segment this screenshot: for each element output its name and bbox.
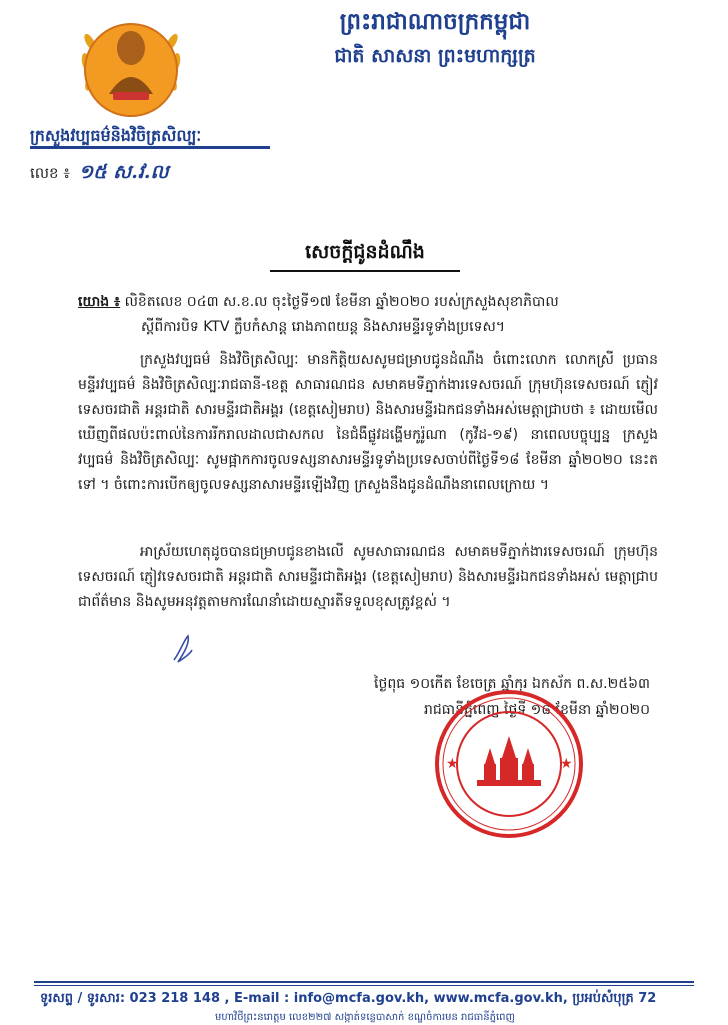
svg-text:★: ★ xyxy=(560,756,573,772)
ministry-logo-emblem xyxy=(78,12,184,122)
reference-label: លេខ ៖ xyxy=(30,164,70,182)
footer-address: មហាវិថីព្រះនរោត្តម លេខ២២៧ សង្កាត់ទន្លេបាសាក់ ខណ្ឌចំការមន រាជធានីភ្នំពេញ xyxy=(214,1012,516,1023)
national-motto: ជាតិ សាសនា ព្រះមហាក្សត្រ xyxy=(334,45,536,67)
reference-number xyxy=(30,160,169,188)
reference-subject-line-1: លិខិតលេខ ០៤៣ ស.ខ.ល ចុះថ្ងៃទី១៧ ខែមីនា ឆ្នាំ២០២០ របស់ក្រសួងសុខាភិបាល xyxy=(124,294,559,310)
footer-divider xyxy=(34,981,694,983)
reference-subject-line-2: ស្តីពីការបិទ KTV ក្លឹបកំសាន្ត រោងភាពយន្ត និងសារមន្ទីរទូទាំងប្រទេស។ xyxy=(141,319,506,335)
footer-contact: ទូរសព្ទ / ទូរសារ: 023 218 148 , E-mail : info@mcfa.gov.kh, www.mcfa.gov.kh, ប្រអប់សំបុត្រ 72 xyxy=(40,991,657,1006)
kingdom-heading: ព្រះរាជាណាចក្រកម្ពុជា xyxy=(339,8,531,35)
footer-divider-thin xyxy=(34,985,694,986)
official-red-seal xyxy=(432,688,586,840)
svg-text:★: ★ xyxy=(446,756,459,772)
reference-subject-label: យោង ៖ xyxy=(78,294,121,310)
lunar-date-line: ថ្ងៃពុធ ១០កើត ខែចេត្រ ឆ្នាំកុរ ឯកស័ក ព.ស.២៥៦៣ xyxy=(374,676,650,692)
notice-paragraph-1: ក្រសួងវប្បធម៌ និងវិចិត្រសិល្បៈ មានកិត្តិយសសូមជម្រាបជូនដំណឹង ចំពោះលោក លោកស្រី ប្រធានមន្ទីរវប្បធម៌ និងវិចិត្រសិល្បៈរាជធានី-ខេត្ត សាធារណជន សមាគមទីភ្នាក់ងារទេសចរណ៍ ក្រុមហ៊ុនទេសចរណ៍ ភ្ញៀវទេសចរជាតិ អន្តរជាតិ សារមន្ទីរជាតិអង្គរ (ខេត្តសៀមរាប) និងសារមន្ទីរឯកជនទាំងអស់មេត្តាជ្រាបថា ៖ ដោយមើលឃើញពីផលប៉ះពាល់នៃការរីករាលដាលជាសកល នៃជំងឺផ្លូវដង្ហើមកូរ៉ូណា (កូវីដ-១៩) នាពេលបច្ចុប្បន្ន ក្រសួងវប្បធម៌ និងវិចិត្រសិល្បៈ សូមផ្អាកការចូលទស្សនាសារមន្ទីរទូទាំងប្រទេសចាប់ពីថ្ងៃទី១៨ ខែមីនា ឆ្នាំ២០២០ នេះតទៅ ។ ចំពោះការបើកឲ្យចូលទស្សនាសារមន្ទីរឡើងវិញ ក្រសួងនឹងជូនដំណឹងនាពេលក្រោយ ។ xyxy=(78,352,658,493)
ministry-name: ក្រសួងវប្បធម៌និងវិចិត្រសិល្បៈ xyxy=(30,126,270,149)
place-date-line: រាជធានីភ្នំពេញ ថ្ងៃទី ១៨ ខែមីនា ឆ្នាំ២០២០ xyxy=(424,702,650,718)
document-title: សេចក្តីជូនដំណឹង xyxy=(270,240,460,272)
reference-value: ១៥ ស.វ.ល xyxy=(78,161,169,183)
reference-paragraph xyxy=(78,290,658,340)
handwritten-initial xyxy=(170,632,196,666)
notice-paragraph-2: អាស្រ័យហេតុដូចបានជម្រាបជូនខាងលើ សូមសាធារណជន សមាគមទីភ្នាក់ងារទេសចរណ៍ ក្រុមហ៊ុនទេសចរណ៍ ភ្ញៀវទេសចរជាតិ អន្តរជាតិ សារមន្ទីរជាតិអង្គរ (ខេត្តសៀមរាប) និងសារមន្ទីរឯកជនទាំងអស់ មេត្តាជ្រាបជាព័ត៌មាន និងសូមអនុវត្តតាមការណែនាំដោយស្មារតីទទួលខុសត្រូវខ្ពស់ ។ xyxy=(78,544,658,610)
